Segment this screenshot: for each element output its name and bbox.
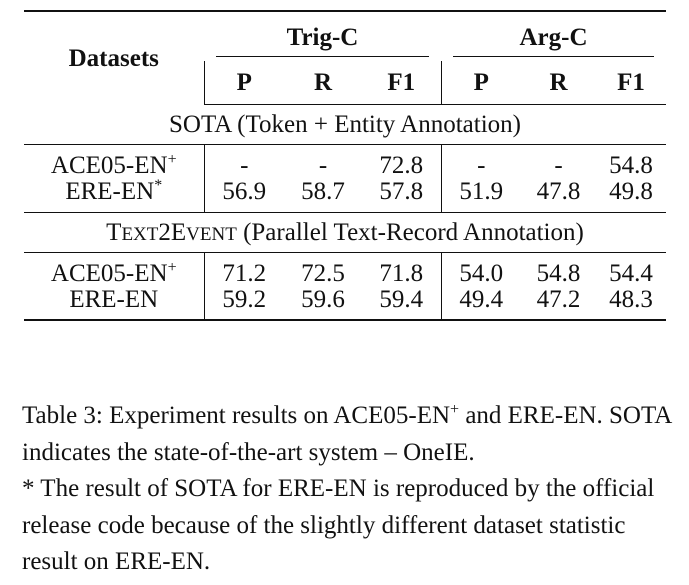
value-cell: 57.8 (362, 178, 441, 212)
value-cell: 54.0 (459, 259, 504, 287)
value-cell: 59.2 (204, 286, 284, 320)
value-cell: 48.3 (596, 286, 666, 320)
value-cell: - (240, 151, 249, 179)
value-cell: 49.8 (609, 178, 653, 206)
dataset-cell: ERE-EN* (24, 178, 204, 212)
value-cell: 59.6 (284, 286, 362, 320)
value-cell: 71.2 (222, 259, 267, 287)
value-cell: - (318, 151, 328, 179)
table-row (24, 178, 666, 212)
value-cell: 49.4 (441, 286, 521, 320)
value-cell: 54.4 (609, 259, 653, 287)
value-cell: 47.8 (536, 178, 581, 206)
value-cell: - (477, 151, 486, 179)
value-cell: 72.5 (301, 259, 345, 287)
value-cell: - (554, 151, 563, 179)
value-cell: 71.8 (362, 252, 441, 286)
caption-footnote: * The result of SOTA for ERE-EN is reproduced by the official release code because of the slightly different dataset statistic result on ERE-EN. (22, 475, 655, 575)
table-row (24, 252, 666, 286)
value-cell: 58.7 (301, 178, 345, 206)
arg-c-header (441, 11, 666, 61)
table-row (24, 144, 666, 178)
value-cell: 51.9 (459, 178, 504, 206)
metric-header: R (284, 61, 362, 104)
arg-c-rule (453, 56, 654, 57)
dataset-cell: ERE-EN (24, 286, 204, 320)
trig-c-header (204, 11, 441, 61)
dataset-cell: ACE05-EN+ (24, 144, 204, 178)
results-table (24, 10, 666, 321)
datasets-header: Datasets (24, 11, 204, 104)
trig-c-rule (216, 56, 429, 57)
sota-section-title: SOTA (Token + Entity Annotation) (24, 104, 666, 144)
metric-header: F1 (362, 61, 441, 104)
metric-header: P (441, 61, 521, 104)
text2event-section-title: TEXT2EVENT (Parallel Text-Record Annotation) (24, 212, 666, 252)
section-header-row (24, 104, 666, 144)
value-cell: 59.4 (362, 286, 441, 320)
table-row (24, 286, 666, 320)
value-cell: 56.9 (222, 178, 267, 206)
value-cell: 54.8 (609, 151, 653, 179)
table-header-row (24, 11, 666, 61)
metric-header: R (521, 61, 596, 104)
table-caption: Table 3: Experiment results on ACE05-EN+ and ERE-EN. SOTA indicates the state-of-the-art system – OneIE. * The result of SOTA for ERE-EN is reproduced by the official release code because of the slightly different dataset statistic result on ERE-EN. (22, 401, 671, 575)
metric-header: P (204, 61, 284, 104)
value-cell: 72.8 (362, 144, 441, 178)
arg-c-label: Arg-C (519, 23, 588, 51)
value-cell: 54.8 (536, 259, 581, 287)
dataset-cell: ACE05-EN+ (24, 252, 204, 286)
trig-c-label: Trig-C (286, 23, 359, 51)
metric-header: F1 (596, 61, 666, 104)
section-header-row (24, 212, 666, 252)
value-cell: 47.2 (521, 286, 596, 320)
